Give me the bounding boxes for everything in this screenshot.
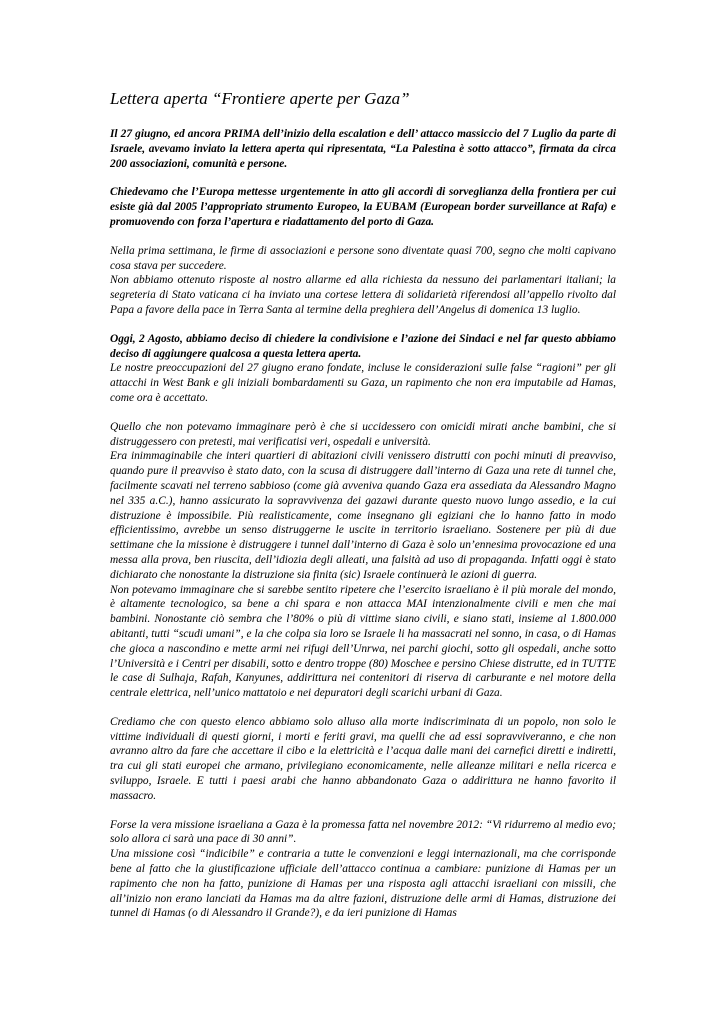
paragraph: Non abbiamo ottenuto risposte al nostro allarme ed alla richiesta da nessuno dei parlamentari italiani; la segreteria di Stato vaticana ci ha inviato una cortese lettera di solidarietà riferendosi all’appello rivolto dal Papa a favore della pace in Terra Santa al termine della preghiera dell’Angelus di domenica 13 luglio. (110, 274, 616, 316)
paragraph: Le nostre preoccupazioni del 27 giugno erano fondate, incluse le considerazioni sulle false “ragioni” per gli attacchi in West Bank e gli iniziali bombardamenti su Gaza, un rapimento che non era imputabile ad Hamas, come ora è accettato. (110, 362, 616, 404)
paragraph: Forse la vera missione israeliana a Gaza è la promessa fatta nel novembre 2012: “Vi ridurremo al medio evo; solo allora ci sarà una pace di 30 anni”. (110, 818, 616, 846)
paragraph-gap (110, 230, 616, 244)
paragraph: Crediamo che con questo elenco abbiamo solo alluso alla morte indiscriminata di un popolo, non solo le vittime individuali di questi giorni, i morti e feriti gravi, ma quelli che ad essi sopravviveranno, e che non avranno altro da fare che accettare il cibo e la elettricità e l’acqua dalle mani dei carnefici diretti e indiretti, tra cui gli stati europei che armano, privilegiano economicamente, nelle alleanze militari e nella ricerca e sviluppo, Israele. E tutti i paesi arabi che hanno abbandonato Gaza o addirittura ne hanno favorito il massacro. (110, 715, 616, 802)
paragraph: Una missione così “indicibile” e contraria a tutte le convenzioni e leggi internazionali, ma che corrisponde bene al fatto che la giustificazione ufficiale dell’attacco continua a cambiare: punizione di Hamas per un rapimento che non ha fatto, punizione di Hamas per una risposta agli attacchi israeliani con missili, che all’inizio non erano lanciati da Hamas ma da altre fazioni, distruzione delle armi di Hamas, distruzione dei tunnel di Hamas (o di Alessandro il Grande?), e da ieri punizione di Hamas (110, 848, 616, 920)
document-body (110, 127, 616, 921)
paragraph: Nella prima settimana, le firme di associazioni e persone sono diventate quasi 700, segno che molti capivano cosa stava per succedere. (110, 244, 616, 272)
paragraph: Il 27 giugno, ed ancora PRIMA dell’inizio della escalation e dell’ attacco massiccio del 7 Luglio da parte di Israele, avevamo inviato la lettera aperta qui ripresentata, “La Palestina è sotto attacco”, firmata da circa 200 associazioni, comunità e persone. (110, 128, 616, 170)
paragraph: Era inimmaginabile che interi quartieri di abitazioni civili venissero distrutti con pochi minuti di preavviso, quando pure il preavviso è stato dato, con la scusa di distruggere dall’interno di Gaza una rete di tunnel che, facilmente scavati nel terreno sabbioso (come già avveniva quando Gaza era assediata da Alessandro Magno nel 335 a.C.), hanno assicurato la sopravvivenza dei gazawi durante questo nuovo lungo assedio, e la cui distruzione è impossibile. Più realisticamente, come insegnano gli egiziani che lo hanno fatto in modo efficientissimo, avrebbe un senso distruggerne le uscite in territorio israeliano. Sostenere per più di due settimane che la missione è distruggere i tunnel dall’interno di Gaza è solo un’ennesima provocazione ed una messa alla prova, ben riuscita, dell’idiozia degli alleati, una falsità ad uso di propaganda. Infatti oggi è stato dichiarato che nonostante la distruzione sia finita (sic) Israele continuerà le azioni di guerra. (110, 450, 616, 581)
paragraph: Chiedevamo che l’Europa mettesse urgentemente in atto gli accordi di sorveglianza della frontiera per cui esiste già dal 2005 l’appropriato strumento Europeo, la EUBAM (European border surveillance at Rafa) e promuovendo con forza l’apertura e riadattamento del porto di Gaza. (110, 186, 616, 228)
paragraph: Oggi, 2 Agosto, abbiamo deciso di chiedere la condivisione e l’azione dei Sindaci e nel far questo abbiamo deciso di aggiungere qualcosa a questa lettera aperta. (110, 332, 616, 360)
paragraph: Non potevamo immaginare che si sarebbe sentito ripetere che l’esercito israeliano è il più morale del mondo, è altamente tecnologico, sa bene a chi spara e non attacca MAI intenzionalmente civili e men che mai bambini. Nonostante ciò sembra che l’80% o più di vittime siano civili, e siano stati, insieme al 1.800.000 abitanti, tutti “scudi umani”, e la che colpa sia loro se Israele li ha massacrati nel sonno, in casa, o di Hamas che gioca a nascondino e mette armi nei rifugi dell’Unrwa, nei parchi giochi, sotto gli ospedali, anche sotto l’Università e i Centri per disabili, sotto e dentro troppe (80) Moschee e persino Chiese distrutte, ed in TUTTE le case di Sulhaja, Rafah, Kanyunes, addirittura nei contenitori di riserva di carburante e nel motore della centrale elettrica, nell’unico mattatoio e nei depuratori degli scarichi urbani di Gaza. (110, 583, 616, 700)
paragraph-gap (110, 406, 616, 420)
paragraph-gap (110, 804, 616, 818)
document-title: Lettera aperta “Frontiere aperte per Gaza” (110, 89, 410, 108)
paragraph: Quello che non potevamo immaginare però è che si uccidessero con omicidi mirati anche bambini, che si distruggessero con pretesti, mai verificatisi veri, ospedali e università. (110, 420, 616, 448)
paragraph-gap (110, 171, 616, 185)
paragraph-gap (110, 701, 616, 715)
paragraph-gap (110, 318, 616, 332)
